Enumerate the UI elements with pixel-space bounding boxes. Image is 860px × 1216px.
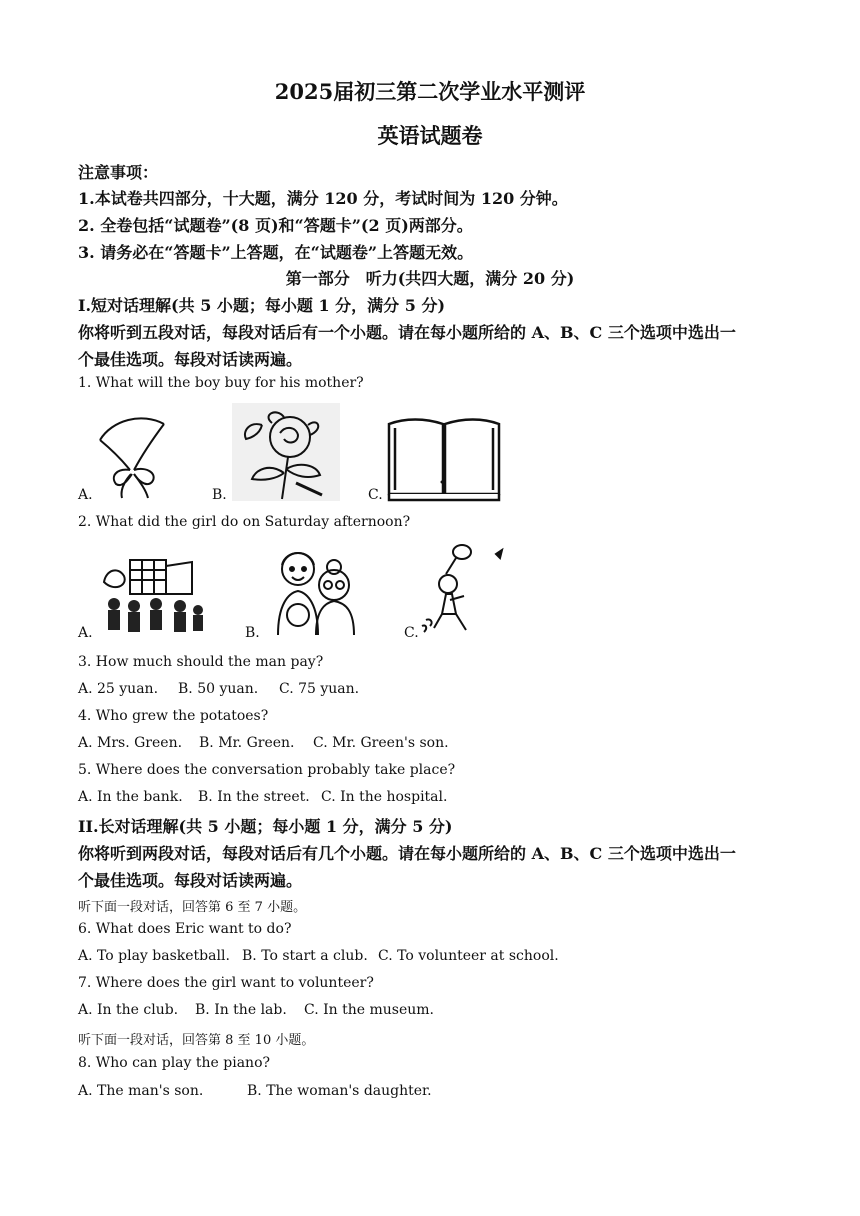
q7-option-c: C. In the museum. (304, 1002, 434, 1018)
q1-option-b-label: B. (212, 487, 227, 503)
question-7-stem: 7. Where does the girl want to volunteer? (78, 975, 374, 991)
q7-option-a: A. In the club. (78, 1002, 179, 1018)
section2-instruction: 你将听到两段对话，每段对话后有几个小题。请在每小题所给的 A、B、C 三个选项中选出一 (78, 844, 736, 863)
q5-option-c: C. In the hospital. (321, 789, 448, 805)
q2-option-c-label: C. (404, 625, 419, 641)
section1-instruction: 你将听到五段对话，每段对话后有一个小题。请在每小题所给的 A、B、C 三个选项中选出一 (78, 323, 736, 342)
section2-instruction-cont: 个最佳选项。每段对话读两遍。 (78, 871, 303, 890)
question-8-stem: 8. Who can play the piano? (78, 1055, 271, 1071)
grandparents-picture (268, 545, 364, 639)
q2-option-a-label: A. (78, 625, 93, 641)
section1-instruction-cont: 个最佳选项。每段对话读两遍。 (78, 350, 303, 369)
q6-option-a: A. To play basketball. (78, 948, 230, 964)
section2-heading: II.长对话理解(共 5 小题；每小题 1 分，满分 5 分) (78, 817, 453, 836)
dialogue-lead: 听下面一段对话，回答第 8 至 10 小题。 (78, 1033, 315, 1048)
q7-option-b: B. In the lab. (195, 1002, 287, 1018)
q5-option-b: B. In the street. (198, 789, 310, 805)
q4-option-c: C. Mr. Green's son. (313, 735, 449, 751)
notice-heading: 注意事项： (78, 163, 159, 182)
notice-item: 1.本试卷共四部分，十大题，满分 120 分，考试时间为 120 分钟。 (78, 189, 568, 208)
question-3-stem: 3. How much should the man pay? (78, 654, 324, 670)
q4-option-a: A. Mrs. Green. (78, 735, 183, 751)
section1-heading: I.短对话理解(共 5 小题；每小题 1 分，满分 5 分) (78, 296, 446, 315)
scarf-picture (92, 410, 172, 502)
q3-option-c: C. 75 yuan. (279, 681, 360, 697)
notice-item: 3. 请务必在“答题卡”上答题，在“试题卷”上答题无效。 (78, 243, 474, 262)
q6-option-b: B. To start a club. (242, 948, 368, 964)
q5-option-a: A. In the bank. (78, 789, 183, 805)
q1-option-c-label: C. (368, 487, 383, 503)
notice-item: 2. 全卷包括“试题卷”(8 页)和“答题卡”(2 页)两部分。 (78, 216, 473, 235)
q8-option-b: B. The woman's daughter. (247, 1083, 432, 1099)
question-4-stem: 4. Who grew the potatoes? (78, 708, 269, 724)
q2-option-b-label: B. (245, 625, 260, 641)
q3-option-b: B. 50 yuan. (178, 681, 259, 697)
dialogue-lead: 听下面一段对话，回答第 6 至 7 小题。 (78, 900, 307, 915)
q3-option-a: A. 25 yuan. (78, 681, 159, 697)
question-5-stem: 5. Where does the conversation probably take place? (78, 762, 456, 778)
q1-option-a-label: A. (78, 487, 93, 503)
badminton-picture (420, 540, 510, 638)
exam-title: 2025届初三第二次学业水平测评 (274, 79, 586, 104)
book-picture (385, 414, 503, 502)
flower-picture (232, 403, 340, 501)
shopping-scene-picture (100, 552, 210, 638)
question-1-stem: 1. What will the boy buy for his mother? (78, 375, 364, 391)
q6-option-c: C. To volunteer at school. (378, 948, 559, 964)
question-6-stem: 6. What does Eric want to do? (78, 921, 292, 937)
part1-heading: 第一部分 听力(共四大题，满分 20 分) (285, 269, 575, 288)
q4-option-b: B. Mr. Green. (199, 735, 295, 751)
question-2-stem: 2. What did the girl do on Saturday afternoon? (78, 514, 411, 530)
exam-subtitle: 英语试题卷 (377, 123, 483, 148)
q8-option-a: A. The man's son. (78, 1083, 204, 1099)
